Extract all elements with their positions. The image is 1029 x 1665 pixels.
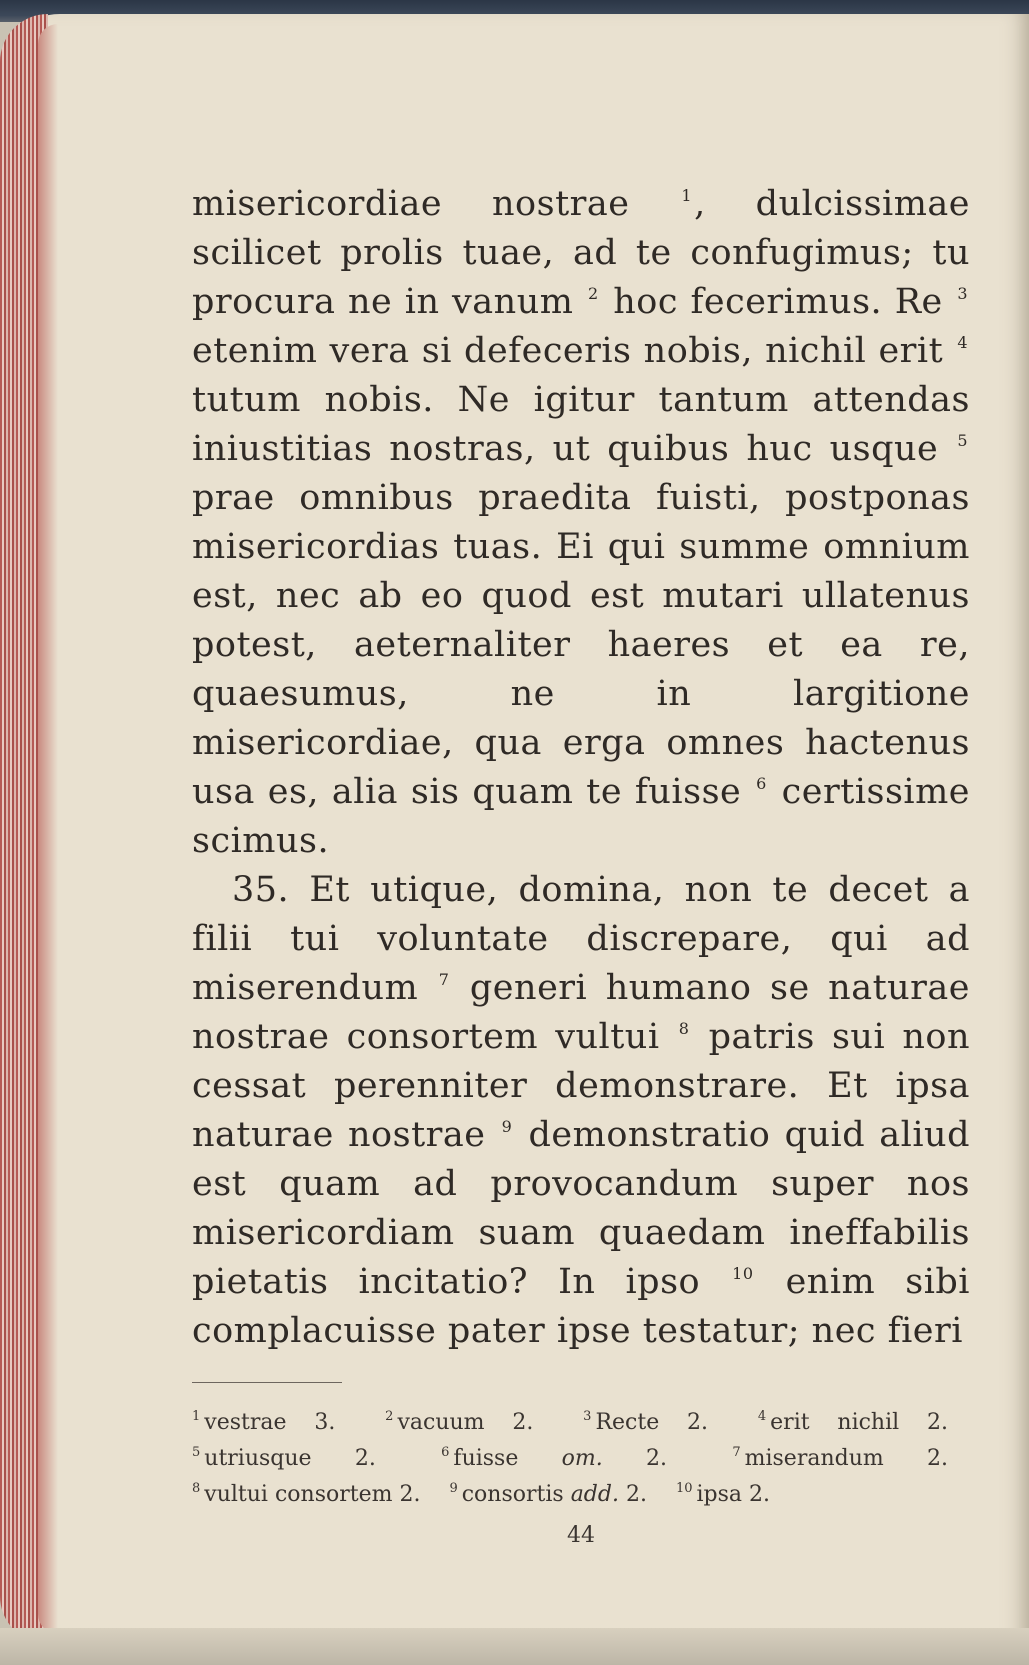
footnote <box>758 1410 948 1435</box>
footnote-marker: 7 <box>438 970 450 989</box>
footnote <box>583 1410 708 1435</box>
footnote-text: consortis <box>461 1482 571 1507</box>
text-run: tutum nobis. Ne igitur tantum attendas iniustitias nostras, ut quibus huc usque <box>192 380 970 469</box>
footnote-number: 6 <box>441 1445 450 1460</box>
footnote-number: 10 <box>675 1481 693 1496</box>
text-run: generi humano se naturae nostrae consortem vultui <box>192 968 970 1057</box>
footnote-text: miserandum 2. <box>744 1446 949 1471</box>
footnote-emphasis: om. <box>561 1446 603 1471</box>
footnote-text: Recte 2. <box>595 1410 709 1435</box>
footnote-marker: 9 <box>501 1117 513 1136</box>
footnote-marker: 1 <box>681 186 693 205</box>
footnote-text: ipsa 2. <box>696 1482 771 1507</box>
footnote-marker: 3 <box>957 284 968 303</box>
footnote <box>192 1410 335 1435</box>
footnote-number: 1 <box>192 1409 201 1424</box>
footnote-marker: 6 <box>756 774 767 793</box>
paragraph-1 <box>192 180 970 866</box>
page-number: 44 <box>567 1523 595 1548</box>
footnote <box>385 1410 533 1435</box>
footnote-number: 7 <box>732 1445 741 1460</box>
footnote <box>449 1482 647 1507</box>
footnote-number: 9 <box>449 1481 458 1496</box>
text-run: 35. Et utique, domina, non te decet a filii tui voluntate discrepare, qui ad miserendum <box>192 870 970 1008</box>
body-text <box>192 180 970 1356</box>
page-edge-fade <box>38 24 58 1634</box>
footnote-number: 8 <box>192 1481 201 1496</box>
text-run: misericordiae nostrae <box>192 184 680 224</box>
footnote-number: 2 <box>385 1409 394 1424</box>
footnote-text: fuisse <box>453 1446 562 1471</box>
footnote-marker: 8 <box>678 1019 690 1038</box>
text-run: prae omnibus praedita fuisti, postponas misericordias tuas. Ei qui summe omnium est, nec ab eo quod est mutari ullatenus potest, aeternaliter haeres et ea re, quaesumus, ne in largitione misericordiae, qua erga omnes hactenus usa es, alia sis quam te fuisse <box>192 478 970 812</box>
footnote-marker: 10 <box>732 1264 754 1283</box>
footnotes <box>192 1405 970 1513</box>
text-run: demonstratio quid aliud est quam ad provocandum super nos misericordiam suam quaedam ineffabilis pietatis incitatio? In ipso <box>192 1115 970 1302</box>
footnote-after: 2. <box>618 1482 647 1507</box>
footnote <box>192 1482 420 1507</box>
footnote-number: 4 <box>757 1409 767 1424</box>
footnote <box>441 1446 667 1471</box>
paragraph-2 <box>192 866 970 1356</box>
text-run: hoc fecerimus. Re <box>600 282 956 322</box>
footnote <box>732 1446 948 1471</box>
footnote-number: 3 <box>583 1409 592 1424</box>
footnote-marker: 5 <box>957 431 968 450</box>
text-run: , dulcissimae scilicet prolis tuae, ad te confugimus; tu procura ne in vanum <box>192 184 971 322</box>
text-run: enim sibi complacuisse pater ipse testatur; nec fieri <box>192 1262 970 1351</box>
footnote-text: erit nichil 2. <box>770 1410 948 1435</box>
footnote-after: 2. <box>602 1446 668 1471</box>
footnote-text: vacuum 2. <box>397 1410 534 1435</box>
footnote-rule <box>192 1382 342 1383</box>
footnote <box>192 1446 376 1471</box>
footnote-marker: 2 <box>587 284 599 303</box>
footnote-text: vestrae 3. <box>204 1410 336 1435</box>
footnote-text: vultui consortem 2. <box>204 1482 421 1507</box>
footnote-marker: 4 <box>957 333 968 352</box>
text-run: certissime scimus. <box>192 772 971 861</box>
footnote-number: 5 <box>192 1445 201 1460</box>
text-run: patris sui non cessat perenniter demonstrare. Et ipsa naturae nostrae <box>192 1017 970 1155</box>
footnote-text: utriusque 2. <box>204 1446 376 1471</box>
text-run: etenim vera si defeceris nobis, nichil erit <box>192 331 956 371</box>
footnote-emphasis: add. <box>570 1482 619 1507</box>
page-bottom-shadow <box>0 1628 1029 1665</box>
page-content <box>192 180 970 1548</box>
footnote <box>676 1482 770 1507</box>
